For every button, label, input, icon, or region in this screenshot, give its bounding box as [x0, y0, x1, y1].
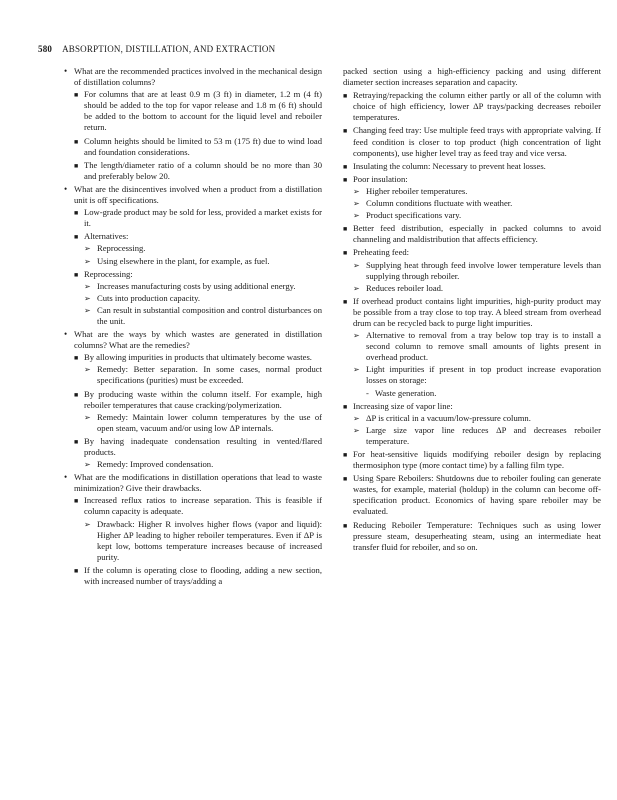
sub-list — [74, 207, 322, 327]
item-text: Reprocessing: — [84, 268, 133, 279]
item-text: Increased reflux ratios to increase separation. This is feasible if column capacity is adequate. — [84, 495, 322, 517]
sub-list — [84, 459, 322, 470]
item-text: Product specifications vary. — [366, 210, 462, 221]
sub-list — [353, 186, 601, 221]
list-item — [74, 89, 322, 133]
list-item — [84, 459, 322, 470]
sub-list — [84, 281, 322, 327]
list-item — [74, 389, 322, 434]
bullet-icon: ■ — [74, 161, 79, 170]
sub-list — [84, 243, 322, 266]
bullet-icon: ➢ — [84, 256, 91, 266]
bullet-icon: ■ — [74, 354, 79, 363]
item-text: Large size vapor line reduces ΔP and decreases reboiler temperature. — [366, 424, 601, 446]
item-text: Preheating feed: — [353, 247, 410, 258]
item-text: Light impurities if present in top product increase evaporation losses on storage: — [366, 364, 601, 386]
continued-text — [343, 66, 601, 88]
list-item — [343, 520, 601, 553]
list-item — [353, 364, 601, 398]
item-text: Better feed distribution, especially in packed columns to avoid channeling and maldistribution that affects efficiency. — [353, 223, 601, 245]
list-item — [343, 125, 601, 158]
list-item — [353, 210, 601, 221]
bullet-icon: ➢ — [353, 413, 360, 423]
bullet-icon: ■ — [343, 249, 348, 258]
bullet-icon: ■ — [343, 297, 348, 306]
item-text: For heat-sensitive liquids modifying reboiler design by replacing thermosiphon type (more contact time) by a falling film type. — [353, 449, 601, 471]
right-column — [343, 66, 601, 555]
list-item — [84, 281, 322, 292]
bullet-icon: • — [64, 183, 68, 194]
sub-list — [84, 364, 322, 386]
sub-list — [84, 412, 322, 434]
item-text: Poor insulation: — [353, 173, 408, 184]
item-text: Waste generation. — [375, 387, 437, 398]
bullet-icon: ➢ — [84, 519, 91, 529]
list-item — [353, 283, 601, 294]
sub-list — [366, 388, 601, 399]
item-text: By having inadequate condensation resulting in vented/flared products. — [84, 435, 322, 457]
item-text: Using elsewhere in the plant, for example, as fuel. — [97, 255, 270, 266]
bullet-icon: ■ — [74, 233, 79, 242]
list-item — [343, 401, 601, 447]
list-item — [74, 207, 322, 229]
item-text: Column conditions fluctuate with weather. — [366, 198, 513, 209]
bullet-icon: - — [366, 387, 369, 398]
list-item — [74, 352, 322, 386]
bullet-icon: ➢ — [84, 244, 91, 254]
bullet-icon: ➢ — [84, 305, 91, 315]
list-item — [343, 90, 601, 123]
sub-list — [74, 352, 322, 470]
bullet-icon: ➢ — [353, 260, 360, 270]
sub-list — [84, 519, 322, 563]
list-item — [343, 161, 601, 172]
item-text: Increases manufacturing costs by using additional energy. — [97, 280, 296, 291]
list-item — [64, 472, 322, 587]
left-column — [64, 66, 322, 589]
item-text: By allowing impurities in products that ultimately become wastes. — [84, 352, 312, 363]
list-item — [74, 136, 322, 158]
list-item — [84, 412, 322, 434]
bullet-icon: • — [64, 66, 68, 76]
list-item — [353, 425, 601, 447]
bullet-icon: ➢ — [84, 460, 91, 470]
list-item — [64, 66, 322, 182]
sub-list — [353, 330, 601, 399]
list-item — [343, 247, 601, 293]
item-text: Supplying heat through feed involve lower temperature levels than supplying through reboiler. — [366, 259, 601, 281]
bullet-icon: ■ — [343, 175, 348, 184]
item-text: Cuts into production capacity. — [97, 292, 201, 303]
item-text: If overhead product contains light impurities, high-purity product may be possible from a tray close to top tray. A bleed stream from overhead drum can be recycled back to purge light impurities. — [353, 295, 601, 328]
list-item — [353, 260, 601, 282]
list-item — [84, 305, 322, 327]
bullet-icon: ➢ — [353, 186, 360, 196]
page-header — [38, 44, 275, 54]
item-text: Remedy: Better separation. In some cases, normal product specifications (purities) must be exceeded. — [97, 364, 322, 386]
item-text: If the column is operating close to flooding, adding a new section, with increased number of trays/adding a — [84, 564, 322, 587]
item-text: What are the ways by which wastes are generated in distillation columns? What are the remedies? — [74, 329, 322, 351]
list-item — [353, 330, 601, 363]
bullet-icon: ➢ — [353, 365, 360, 375]
bullet-icon: ■ — [74, 270, 79, 279]
item-text: Column heights should be limited to 53 m (175 ft) due to wind load and foundation considerations. — [84, 135, 322, 157]
bullet-icon: ➢ — [84, 293, 91, 303]
sub-list — [353, 413, 601, 447]
sub-list — [353, 260, 601, 294]
item-text: packed section using a high-efficiency packing and using different diameter section increases separation and capacity. — [343, 66, 601, 88]
bullet-icon: ■ — [343, 521, 348, 530]
bullet-icon: ➢ — [84, 412, 91, 422]
bullet-icon: ■ — [74, 137, 79, 146]
sub-list — [74, 495, 322, 587]
item-text: By producing waste within the column itself. For example, high reboiler temperatures that cause cracking/polymerization. — [84, 388, 322, 410]
list-item — [64, 329, 322, 470]
bullet-icon: ➢ — [353, 211, 360, 221]
list-item — [84, 256, 322, 267]
bullet-icon: ➢ — [84, 281, 91, 291]
list-item — [74, 495, 322, 563]
list-item — [343, 449, 601, 471]
bullet-icon: ■ — [343, 402, 348, 411]
bullet-icon: ■ — [74, 497, 79, 506]
list-item — [74, 269, 322, 327]
bullet-icon: • — [64, 329, 68, 340]
list-item — [84, 519, 322, 563]
item-text: Remedy: Maintain lower column temperatures by the use of open steam, vacuum and/or using low ΔP internals. — [97, 411, 322, 433]
list-item — [74, 565, 322, 587]
list-item — [343, 473, 601, 517]
item-text: Remedy: Improved condensation. — [97, 459, 214, 470]
item-text: Reprocessing. — [97, 243, 146, 254]
bullet-icon: ■ — [74, 209, 79, 218]
bullet-icon: ➢ — [353, 199, 360, 209]
bullet-icon: ➢ — [84, 365, 91, 375]
bullet-icon: ■ — [74, 390, 79, 399]
list-item — [84, 293, 322, 304]
sub-list — [74, 89, 322, 182]
item-text: Changing feed tray: Use multiple feed trays with appropriate valving. If feed condition is closer to top product (high concentration of light components), use higher level tray as feed tray and vice versa. — [353, 125, 601, 158]
list-item — [74, 436, 322, 470]
list-item — [353, 413, 601, 424]
bullet-icon: ■ — [343, 475, 348, 484]
item-text: Reducing Reboiler Temperature: Techniques such as using lower pressure steam, desuperheating steam, using an intermediate heat transfer fluid for reboiler, and so on. — [353, 519, 601, 552]
item-text: ΔP is critical in a vacuum/low-pressure column. — [366, 412, 531, 423]
bullet-icon: ■ — [74, 437, 79, 446]
page-number: 580 — [38, 44, 53, 54]
item-text: Reduces reboiler load. — [366, 282, 444, 293]
bullet-icon: ■ — [343, 225, 348, 234]
item-text: Higher reboiler temperatures. — [366, 185, 468, 196]
list-item — [84, 364, 322, 386]
bullet-icon: ■ — [343, 92, 348, 101]
list-item — [74, 160, 322, 182]
bullet-icon: ➢ — [353, 331, 360, 341]
list-item — [343, 174, 601, 221]
list-item — [366, 388, 601, 399]
bullet-icon: ➢ — [353, 425, 360, 435]
item-text: What are the disincentives involved when a product from a distillation unit is off specifications. — [74, 183, 322, 206]
list-item — [74, 231, 322, 266]
bullet-icon: ■ — [343, 127, 348, 136]
list-item — [64, 184, 322, 327]
list-item — [353, 186, 601, 197]
running-title: ABSORPTION, DISTILLATION, AND EXTRACTION — [62, 44, 276, 54]
item-text: Can result in substantial composition and control disturbances on the unit. — [97, 304, 322, 326]
list-item — [343, 223, 601, 245]
bullet-icon: ➢ — [353, 283, 360, 293]
item-text: Drawback: Higher R involves higher flows (vapor and liquid): Higher ΔP leading to higher reboiler temperatures. Even if ΔP is kept low, bottoms temperature increases because of increased purity. — [97, 518, 322, 562]
item-text: What are the modifications in distillation operations that lead to waste minimization? Give their drawbacks. — [74, 472, 322, 494]
item-text: Using Spare Reboilers: Shutdowns due to reboiler fouling can generate wastes, for example, material (holdup) in the column can become off-specification product. Economics of having spare reboiler may be evaluated. — [353, 473, 601, 517]
item-text: Low-grade product may be sold for less, provided a market exists for it. — [84, 207, 322, 229]
item-text: The length/diameter ratio of a column should be no more than 30 and preferably below 20. — [84, 159, 322, 181]
item-text: Insulating the column: Necessary to prevent heat losses. — [353, 160, 546, 171]
list-item — [84, 243, 322, 254]
item-text: For columns that are at least 0.9 m (3 ft) in diameter, 1.2 m (4 ft) should be added to the top for vapor release and 1.8 m (6 ft) should be added to the bottom to account for the liquid level and reboiler return. — [84, 89, 322, 133]
item-text: Alternative to removal from a tray below top tray is to install a second column to remove small amounts of lights present in overhead product. — [366, 330, 601, 363]
item-text: Alternatives: — [84, 231, 129, 242]
list-item — [353, 198, 601, 209]
item-text: What are the recommended practices involved in the mechanical design of distillation columns? — [74, 66, 322, 88]
bullet-icon: ■ — [343, 162, 348, 171]
bullet-icon: • — [64, 472, 68, 483]
bullet-icon: ■ — [74, 566, 79, 575]
list-item — [343, 296, 601, 399]
item-text: Retraying/repacking the column either partly or all of the column with choice of high efficiency, lower ΔP trays/packing decreases reboiler temperatures. — [353, 90, 601, 123]
item-text: Increasing size of vapor line: — [353, 400, 453, 411]
bullet-icon: ■ — [343, 451, 348, 459]
bullet-icon: ■ — [74, 91, 79, 100]
